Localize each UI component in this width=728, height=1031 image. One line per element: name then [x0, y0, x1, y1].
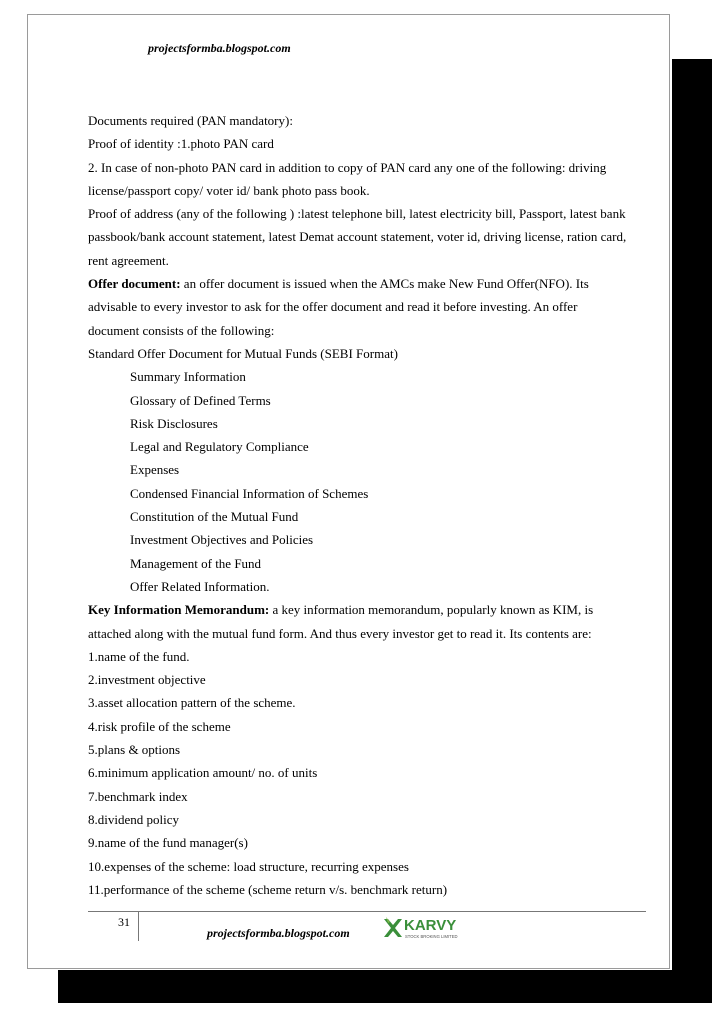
- footer-site-text: projectsformba.blogspot.com: [207, 926, 350, 940]
- offer-paragraph-line-1: [88, 272, 668, 295]
- kim-item: 7.benchmark index: [88, 788, 188, 804]
- address-line-2: passbook/bank account statement, latest Demat account statement, voter id, driving license, ration card,: [88, 229, 627, 245]
- kim-paragraph-line-1: [88, 598, 668, 621]
- kim-item: 1.name of the fund.: [88, 648, 190, 664]
- offer-label: Offer document:: [88, 276, 181, 292]
- kim-item: 8.dividend policy: [88, 811, 179, 827]
- address-line-1: Proof of address (any of the following ) :latest telephone bill, latest electricity bill, Passport, latest bank: [88, 206, 626, 222]
- karvy-logo-subtext: STOCK BROKING LIMITED: [405, 934, 458, 939]
- kim-paragraph-line-2: attached along with the mutual fund form. And thus every investor get to read it. Its contents are:: [88, 625, 592, 641]
- kim-item: 11.performance of the scheme (scheme return v/s. benchmark return): [88, 881, 448, 897]
- sod-item: Risk Disclosures: [130, 415, 218, 431]
- kim-text-1: a key information memorandum, popularly known as KIM, is: [269, 602, 594, 618]
- kim-label: Key Information Memorandum:: [88, 602, 270, 618]
- karvy-logo-mark-icon: [384, 917, 402, 937]
- sod-item: Investment Objectives and Policies: [130, 532, 314, 548]
- sod-heading: Standard Offer Document for Mutual Funds (SEBI Format): [88, 345, 398, 361]
- offer-paragraph-line-2: advisable to every investor to ask for the offer document and read it before investing. An offer: [88, 299, 578, 315]
- sod-item: Glossary of Defined Terms: [130, 392, 271, 408]
- kim-item: 3.asset allocation pattern of the scheme.: [88, 695, 296, 711]
- non-photo-line-2: license/passport copy/ voter id/ bank photo pass book.: [88, 182, 370, 198]
- kim-item: 10.expenses of the scheme: load structure, recurring expenses: [88, 858, 409, 874]
- karvy-logo-text: KARVY: [404, 917, 457, 934]
- kim-item: 4.risk profile of the scheme: [88, 718, 231, 734]
- proof-identity: Proof of identity :1.photo PAN card: [88, 136, 274, 152]
- page-shadow-bottom: [58, 970, 712, 1003]
- kim-item: 2.investment objective: [88, 672, 206, 688]
- page-number: 31: [118, 915, 130, 929]
- sod-item: Expenses: [130, 462, 180, 478]
- sod-item: Summary Information: [130, 369, 246, 385]
- page-shadow-right: [672, 59, 712, 1003]
- sod-item: Management of the Fund: [130, 555, 262, 571]
- kim-item: 9.name of the fund manager(s): [88, 835, 248, 851]
- offer-paragraph-line-3: document consists of the following:: [88, 322, 275, 338]
- kim-item: 6.minimum application amount/ no. of units: [88, 765, 318, 781]
- footer-divider: [88, 911, 646, 912]
- sod-item: Condensed Financial Information of Schemes: [130, 485, 369, 501]
- sod-item: Legal and Regulatory Compliance: [130, 439, 309, 455]
- address-line-3: rent agreement.: [88, 252, 169, 268]
- kim-item: 5.plans & options: [88, 742, 181, 758]
- docs-heading: Documents required (PAN mandatory):: [88, 113, 293, 128]
- non-photo-line-1: 2. In case of non-photo PAN card in addition to copy of PAN card any one of the following: driving: [88, 159, 607, 175]
- offer-text-1: an offer document is issued when the AMCs make New Fund Offer(NFO). Its: [180, 276, 589, 292]
- karvy-logo: [382, 915, 472, 941]
- sod-item: Constitution of the Mutual Fund: [130, 509, 299, 525]
- footer-vertical-divider: [138, 912, 139, 941]
- sod-item: Offer Related Information.: [130, 578, 270, 594]
- document-body: [88, 109, 668, 901]
- header-site-text: projectsformba.blogspot.com: [148, 41, 291, 55]
